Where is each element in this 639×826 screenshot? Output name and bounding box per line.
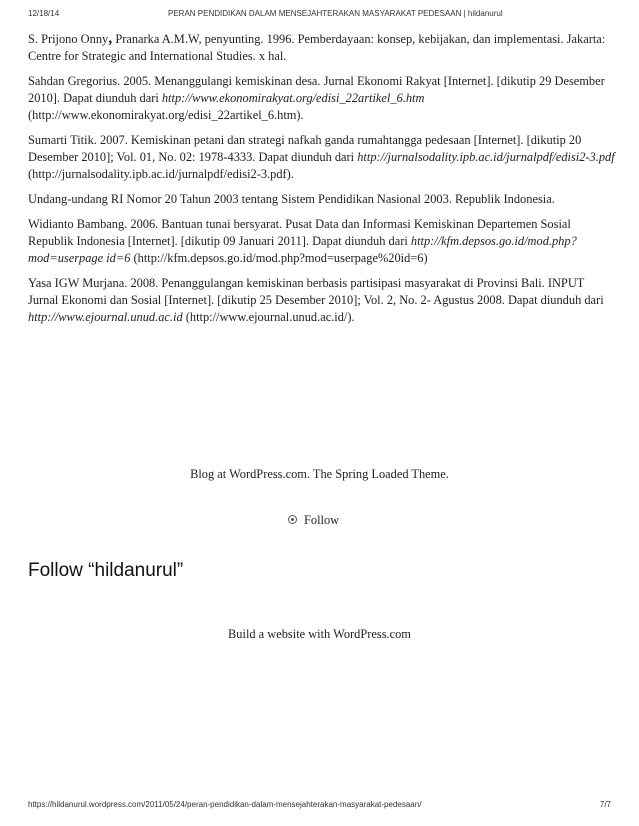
print-header <box>28 9 611 21</box>
reference-link[interactable]: http://kfm.depsos.go.id/mod.php?mod=userpage id=6 <box>28 234 577 265</box>
site-credit[interactable]: Blog at WordPress.com. The Spring Loaded Theme. <box>190 467 449 481</box>
follow-icon <box>288 515 297 524</box>
reference-text: Sumarti Titik. 2007. Kemiskinan petani dan strategi nafkah ganda rumahtangga pedesaan [Internet]. [dikutip 20 Desember 2010]; Vol. 01, No. 02: 1978-4333. Dapat diunduh dari <box>28 133 582 164</box>
reference-text: Pranarka A.M.W, penyunting. 1996. Pemberdayaan: konsep, kebijakan, dan implementasi. Jakarta: Centre for Strategic and International Studies. x hal. <box>28 32 606 63</box>
reference-text: S. Prijono Onny <box>28 32 109 46</box>
reference-link[interactable]: http://jurnalsodality.ipb.ac.id/jurnalpdf/edisi2-3.pdf <box>357 150 615 164</box>
follow-button[interactable] <box>288 513 339 528</box>
reference-text: Undang-undang RI Nomor 20 Tahun 2003 tentang Sistem Pendidikan Nasional 2003. Republik Indonesia. <box>28 192 555 206</box>
follow-heading: Follow “hildanurul” <box>28 560 184 581</box>
reference-text: (http://www.ekonomirakyat.org/edisi_22artikel_6.htm). <box>28 108 304 122</box>
reference-list <box>28 30 616 334</box>
reference-text: , <box>108 30 113 47</box>
build-website-link-wrapper <box>0 627 639 642</box>
reference-item <box>28 275 616 326</box>
reference-item <box>28 30 616 65</box>
reference-text: (http://www.ejournal.unud.ac.id/). <box>182 310 355 324</box>
print-url: https://hildanurul.wordpress.com/2011/05/24/peran-pendidikan-dalam-mensejahterakan-masyarakat-pedesaan/ <box>28 800 422 809</box>
build-website-link[interactable]: Build a website with WordPress.com <box>228 627 411 641</box>
print-date: 12/18/14 <box>28 9 60 18</box>
reference-link[interactable]: http://www.ekonomirakyat.org/edisi_22artikel_6.htm <box>161 91 425 105</box>
print-footer <box>28 800 611 812</box>
reference-item <box>28 191 616 208</box>
reference-text: Widianto Bambang. 2006. Bantuan tunai bersyarat. Pusat Data dan Informasi Kemiskinan Departemen Sosial Republik Indonesia [Internet]. [dikutip 09 Januari 2011]. Dapat diunduh dari <box>28 217 571 248</box>
reference-item <box>28 216 616 267</box>
reference-link[interactable]: http://www.ejournal.unud.ac.id <box>28 310 183 324</box>
reference-text: (http://jurnalsodality.ipb.ac.id/jurnalpdf/edisi2-3.pdf). <box>28 167 294 181</box>
page-number: 7/7 <box>599 800 611 809</box>
reference-item <box>28 73 616 124</box>
print-page-title: PERAN PENDIDIKAN DALAM MENSEJAHTERAKAN MASYARAKAT PEDESAAN | hildanurul <box>168 9 503 18</box>
reference-text: (http://kfm.depsos.go.id/mod.php?mod=userpage%20id=6) <box>130 251 428 265</box>
reference-text: Sahdan Gregorius. 2005. Menanggulangi kemiskinan desa. Jurnal Ekonomi Rakyat [Internet]. [dikutip 29 Desember 2010]. Dapat diunduh dari <box>28 74 605 105</box>
reference-text: Yasa IGW Murjana. 2008. Penanggulangan kemiskinan berbasis partisipasi masyarakat di Provinsi Bali. INPUT Jurnal Ekonomi dan Sosial [Internet]. [dikutip 25 Desember 2010]; Vol. 2, No. 2- Agustus 2008. Dapat diunduh dari <box>28 276 604 307</box>
reference-item <box>28 132 616 183</box>
follow-label: Follow <box>304 513 340 527</box>
